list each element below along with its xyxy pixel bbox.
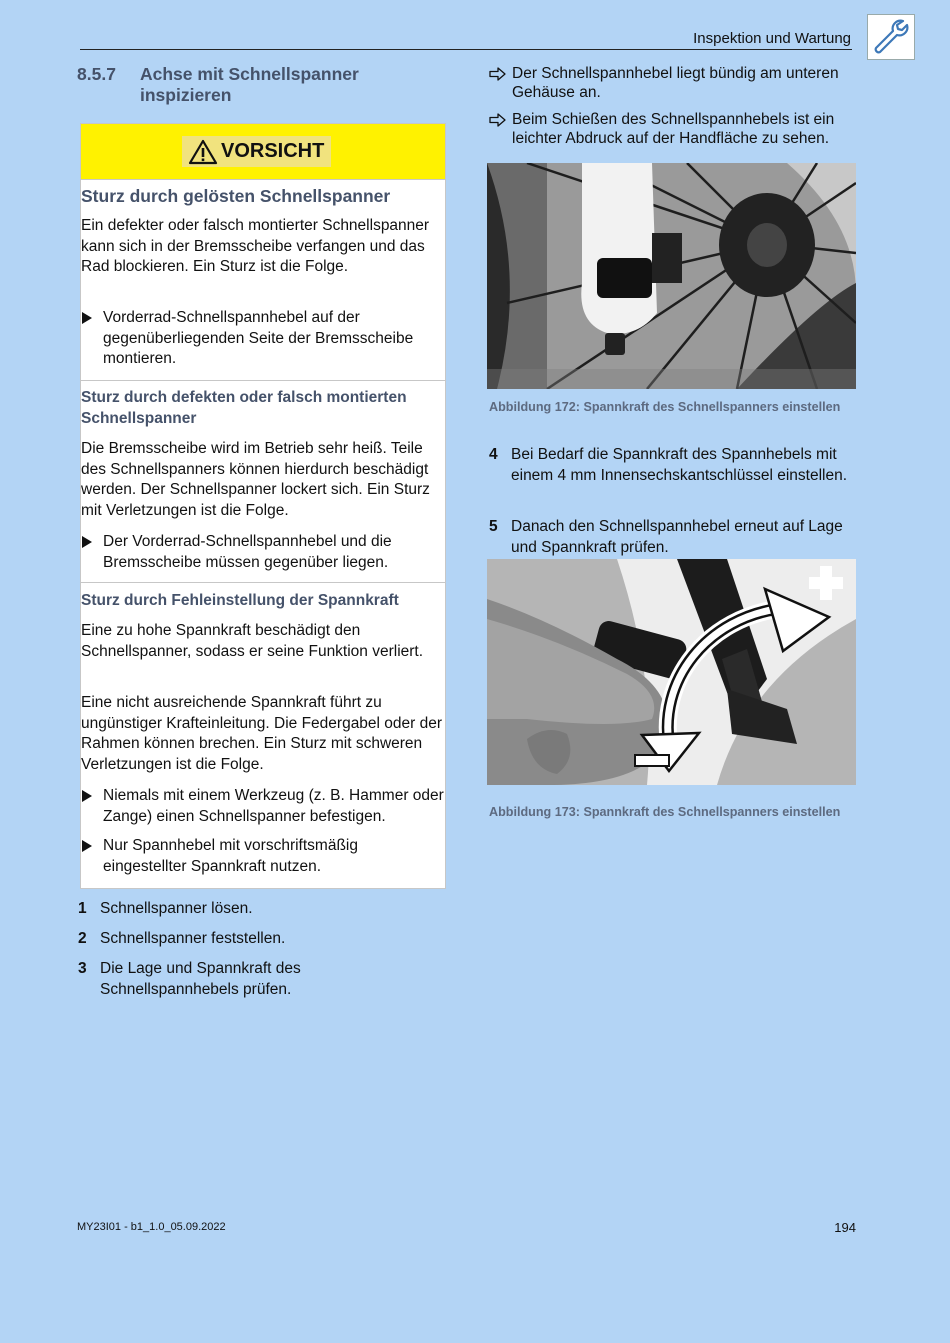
instruction-text: Nur Spannhebel mit vorschriftsmäßig eingestellter Spannkraft nutzen. xyxy=(103,837,358,875)
hazard-text: Die Bremsscheibe wird im Betrieb sehr heiß. Teile des Schnellspanners können hierdurch beschädigt werden. Der Schnellspanner lockert sich. Ein Sturz mit Verletzungen ist die Folge. xyxy=(81,440,430,520)
step-text: Danach den Schnellspannhebel erneut auf Lage und Spannkraft prüfen. xyxy=(511,518,843,556)
section-title: Achse mit Schnellspanner inspizieren xyxy=(140,64,359,105)
result-arrow-icon xyxy=(489,113,507,127)
result-text: Beim Schießen des Schnellspannhebels ist ein leichter Abdruck auf der Handfläche zu sehen. xyxy=(512,111,835,147)
step-text: Die Lage und Spannkraft des Schnellspannhebels prüfen. xyxy=(100,960,301,998)
page-header-title: Inspektion und Wartung xyxy=(693,30,851,47)
wheel-hub-photo xyxy=(487,163,856,389)
warning-header xyxy=(81,124,445,180)
warning-divider xyxy=(81,582,445,583)
step-number: 1 xyxy=(78,900,87,917)
hazard-text: Ein defekter oder falsch montierter Schnellspanner kann sich in der Bremsscheibe verfangen und das Rad blockieren. Ein Sturz ist die Folge. xyxy=(81,217,430,276)
instruction-arrow-icon xyxy=(82,312,92,324)
step-number: 3 xyxy=(78,960,87,977)
result-text: Der Schnellspannhebel liegt bündig am unteren Gehäuse an. xyxy=(512,65,839,101)
footer-doc-id: MY23I01 - b1_1.0_05.09.2022 xyxy=(77,1221,226,1233)
page-number: 194 xyxy=(834,1220,856,1235)
instruction-arrow-icon xyxy=(82,536,92,548)
hazard-text: Eine zu hohe Spannkraft beschädigt den Schnellspanner, sodass er seine Funktion verliert. xyxy=(81,622,424,660)
hazard-title: Sturz durch defekten oder falsch montierten Schnellspanner xyxy=(81,389,407,427)
lever-adjustment-photo xyxy=(487,559,856,785)
instruction-text: Der Vorderrad-Schnellspannhebel und die Bremsscheibe müssen gegenüber liegen. xyxy=(103,533,392,571)
section-number: 8.5.7 xyxy=(77,64,116,84)
instruction-text: Vorderrad-Schnellspannhebel auf der gegenüberliegenden Seite der Bremsscheibe montieren. xyxy=(103,309,414,368)
step-text: Bei Bedarf die Spannkraft des Spannhebels mit einem 4 mm Innensechskantschlüssel einstellen. xyxy=(511,446,848,484)
header-rule xyxy=(80,49,852,50)
wrench-icon xyxy=(867,14,915,60)
step-text: Schnellspanner lösen. xyxy=(100,900,253,917)
step-number: 5 xyxy=(489,518,498,535)
figure-caption: Abbildung 173: Spannkraft des Schnellspanners einstellen xyxy=(489,805,841,819)
instruction-arrow-icon xyxy=(82,790,92,802)
warning-divider xyxy=(81,380,445,381)
warning-box xyxy=(80,123,446,889)
instruction-arrow-icon xyxy=(82,840,92,852)
warning-label-text: VORSICHT xyxy=(221,140,325,162)
step-text: Schnellspanner feststellen. xyxy=(100,930,286,947)
hazard-text: Eine nicht ausreichende Spannkraft führt zu ungünstiger Krafteinleitung. Die Federgabel oder der Rahmen können brechen. Ein Sturz mit schweren Verletzungen ist die Folge. xyxy=(81,694,443,774)
instruction-text: Niemals mit einem Werkzeug (z. B. Hammer oder Zange) einen Schnellspanner befestigen. xyxy=(103,787,444,825)
step-number: 2 xyxy=(78,930,87,947)
step-number: 4 xyxy=(489,446,498,463)
result-arrow-icon xyxy=(489,67,507,81)
figure-caption: Abbildung 172: Spannkraft des Schnellspanners einstellen xyxy=(489,400,841,414)
hazard-title: Sturz durch gelösten Schnellspanner xyxy=(81,186,391,206)
warning-triangle-icon xyxy=(188,139,218,165)
warning-label xyxy=(182,136,331,167)
hazard-title: Sturz durch Fehleinstellung der Spannkraft xyxy=(81,592,399,609)
